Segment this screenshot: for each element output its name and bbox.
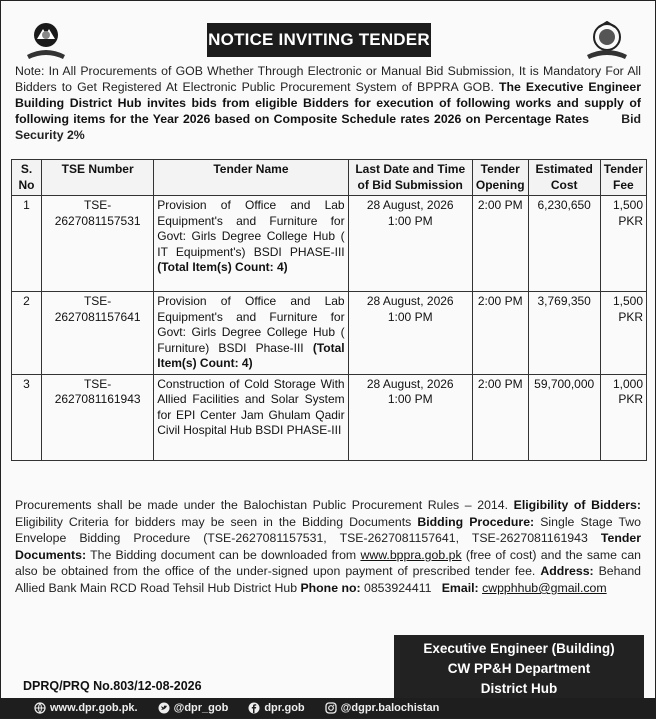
tender-name-text: Provision of Office and Lab Equipment's and Furniture for Govt: Girls Degree College Hub ( Furniture) BSDI Phase-III bbox=[157, 294, 345, 355]
cell-fee bbox=[600, 196, 646, 292]
phone-number: 0853924411 bbox=[364, 580, 432, 595]
tender-item-count: (Total Item(s) Count: 4) bbox=[157, 340, 345, 370]
cell-opening: 2:00 PM bbox=[472, 292, 528, 375]
cell-sno: 2 bbox=[12, 292, 42, 375]
cell-last-date bbox=[348, 292, 472, 375]
email-label: Email: bbox=[441, 580, 479, 595]
cell-fee bbox=[600, 292, 646, 375]
documents-text: The Bidding document can be downloaded from bbox=[90, 547, 357, 562]
header-sno: S. No bbox=[12, 160, 42, 196]
tse-prefix: TSE- bbox=[83, 376, 112, 391]
header-name: Tender Name bbox=[154, 160, 348, 196]
mandatory-note: Note: In All Procurements of GOB Whether Through Electronic or Manual Bid Submission, It is Mandatory For All Bidders to Get Registered At Electronic Public Procurement System of BPPRA GOB. bbox=[15, 64, 641, 94]
cell-cost: 59,700,000 bbox=[528, 374, 600, 460]
header-last-date: Last Date and Time of Bid Submission bbox=[348, 160, 472, 196]
government-emblem-right-icon bbox=[581, 21, 633, 61]
fee-unit: PKR bbox=[618, 309, 643, 324]
globe-icon bbox=[34, 702, 46, 714]
fee-unit: PKR bbox=[618, 213, 643, 228]
tse-prefix: TSE- bbox=[83, 294, 112, 308]
phone-label: Phone no: bbox=[300, 580, 361, 595]
cell-opening: 2:00 PM bbox=[472, 374, 528, 460]
tender-name-text: Provision of Office and Lab Equipment's and Furniture for Govt: Girls Degree College Hub ( IT Equipment's) BSDI PHASE-III bbox=[157, 198, 345, 259]
signature-line-2: CW PP&H Department bbox=[447, 661, 591, 676]
instagram-item[interactable] bbox=[325, 702, 440, 714]
signature-line-3: District Hub bbox=[480, 681, 558, 696]
tse-number: 2627081161943 bbox=[54, 392, 141, 406]
cell-last-date bbox=[348, 196, 472, 292]
header-fee: Tender Fee bbox=[600, 160, 646, 196]
social-bar bbox=[0, 698, 656, 718]
address-label: Address: bbox=[540, 564, 594, 579]
notice-title: NOTICE INVITING TENDER bbox=[207, 23, 431, 57]
table-row bbox=[12, 374, 647, 460]
cell-tse bbox=[42, 374, 154, 460]
fee-amount: 1,500 bbox=[612, 198, 643, 212]
procedure-text: Single Stage Two Envelope Bidding Procedure (TSE-2627081157531, TSE-2627081157641, TSE-2627081161943 bbox=[15, 514, 641, 546]
fee-unit: PKR bbox=[618, 392, 643, 406]
table-row bbox=[12, 196, 647, 292]
tse-number: 2627081157531 bbox=[54, 213, 141, 228]
tse-prefix: TSE- bbox=[83, 198, 112, 212]
address-text: Behand Allied Bank Main RCD Road Tehsil Hub District Hub bbox=[15, 564, 642, 595]
instagram-icon bbox=[325, 702, 337, 714]
procurement-details bbox=[15, 497, 641, 597]
eligibility-text: Eligibility Criteria for bidders may be seen in the Bidding Documents bbox=[15, 514, 412, 529]
facebook-icon bbox=[248, 702, 260, 714]
cell-tse bbox=[42, 196, 154, 292]
cell-last-date bbox=[348, 374, 472, 460]
tender-name-text: Construction of Cold Storage With Allied Facilities and Solar System for EPI Center Jam Ghulam Qadir Civil Hospital Hub BSDI PHASE-III bbox=[157, 376, 345, 437]
cell-sno: 3 bbox=[12, 374, 42, 460]
reference-number: DPRQ/PRQ No.803/12-08-2026 bbox=[23, 679, 202, 693]
bppra-website-link[interactable]: www.bppra.gob.pk bbox=[360, 547, 462, 562]
signature-block bbox=[394, 635, 644, 701]
documents-label: Tender Documents: bbox=[15, 531, 641, 562]
last-time: 1:00 PM bbox=[387, 392, 433, 406]
twitter-handle: @dpr_gob bbox=[173, 702, 229, 714]
instagram-handle: @dgpr.balochistan bbox=[340, 702, 440, 714]
cell-cost: 6,230,650 bbox=[528, 196, 600, 292]
website-item[interactable] bbox=[34, 702, 138, 714]
last-date: 28 August, 2026 bbox=[366, 198, 454, 212]
last-time: 1:00 PM bbox=[387, 309, 433, 324]
cell-cost: 3,769,350 bbox=[528, 292, 600, 375]
tse-number: 2627081157641 bbox=[54, 309, 141, 324]
cell-tse bbox=[42, 292, 154, 375]
cell-fee bbox=[600, 374, 646, 460]
table-header-row bbox=[12, 160, 647, 196]
cell-tender-name bbox=[154, 196, 348, 292]
fee-amount: 1,500 bbox=[612, 294, 643, 308]
tender-item-count: (Total Item(s) Count: 4) bbox=[157, 260, 288, 274]
twitter-icon bbox=[158, 702, 170, 714]
signature-line-1: Executive Engineer (Building) bbox=[423, 641, 615, 656]
cell-tender-name bbox=[154, 374, 348, 460]
government-emblem-left-icon bbox=[23, 21, 69, 61]
header-opening: Tender Opening bbox=[472, 160, 528, 196]
facebook-item[interactable] bbox=[248, 702, 304, 714]
tender-table bbox=[11, 159, 647, 461]
cell-opening: 2:00 PM bbox=[472, 196, 528, 292]
documents-text-post: (free of cost) and the same can also be obtained from the office of the under-signed upon payment of prescribed tender fee. bbox=[15, 547, 642, 579]
eligibility-label: Eligibility of Bidders: bbox=[513, 498, 641, 512]
fee-amount: 1,000 bbox=[612, 376, 643, 391]
website-text: www.dpr.gob.pk. bbox=[50, 702, 138, 714]
email-link[interactable]: cwpphhub@gmail.com bbox=[482, 580, 607, 595]
header-cost: Estimated Cost bbox=[528, 160, 600, 196]
table-row bbox=[12, 292, 647, 375]
facebook-handle: dpr.gob bbox=[264, 702, 305, 714]
cell-tender-name bbox=[154, 292, 348, 375]
header-tse: TSE Number bbox=[42, 160, 154, 196]
last-time: 1:00 PM bbox=[387, 213, 433, 228]
intro-paragraph bbox=[15, 63, 641, 143]
procedure-label: Bidding Procedure: bbox=[417, 514, 535, 529]
twitter-item[interactable] bbox=[158, 702, 229, 714]
rules-text: Procurements shall be made under the Balochistan Public Procurement Rules – 2014. bbox=[15, 498, 509, 512]
last-date: 28 August, 2026 bbox=[366, 376, 454, 391]
cell-sno: 1 bbox=[12, 196, 42, 292]
invitation-text: The Executive Engineer Building District Hub invites bids from eligible Bidders for execution of following works and supply of following items for the Year 2026 based on Composite Schedule rates 2026 on Percentage Rates bbox=[15, 80, 641, 126]
last-date: 28 August, 2026 bbox=[366, 294, 454, 308]
bid-security: Bid Security 2% bbox=[15, 112, 641, 142]
